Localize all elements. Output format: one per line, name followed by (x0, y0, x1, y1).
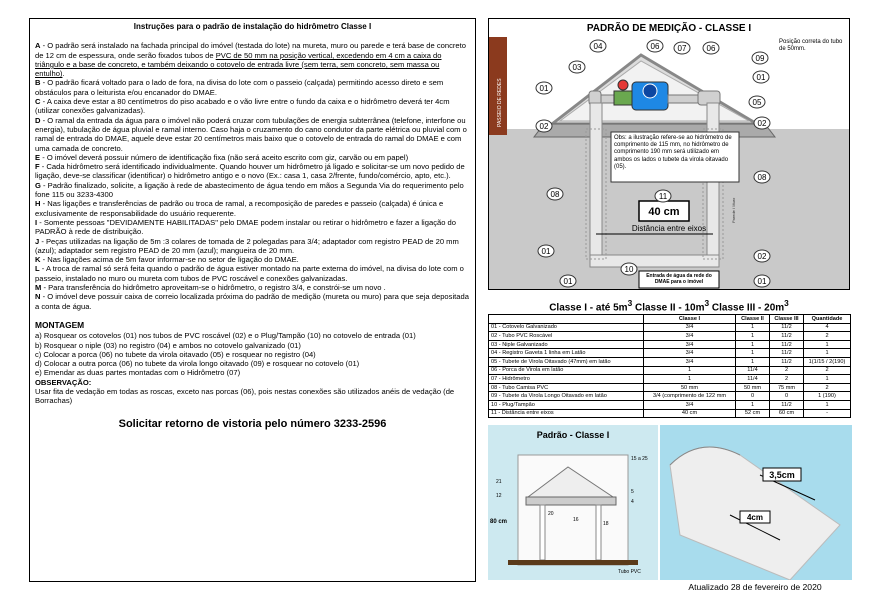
dim-12: 12 (496, 493, 502, 499)
svg-text:07: 07 (677, 44, 687, 53)
instruction-item: F - Cada hidrômetro será identificado individualmente. Quando houver um hidrômetro já ligado e solicitar-se um novo pedido de ligação, deve-se classificar (identificar) o hidrômetro antigo e o novo (Ex.: casa 1, casa 2/frente, fundo/comércio, apto, etc.). (35, 162, 465, 181)
table-header-row (489, 315, 851, 324)
inspection-phone-callout: Solicitar retorno de vistoria pelo número 3233-2596 (118, 417, 387, 430)
table-cell: 3/4 (comprimento de 122 mm (644, 392, 736, 401)
hidrometro-dial (643, 84, 657, 98)
table-row (489, 349, 851, 358)
dim-80: 80 cm (490, 519, 508, 525)
svg-text:01: 01 (541, 247, 551, 256)
instruction-item: B - O padrão ficará voltado para o lado de fora, na divisa do lote com o passeio (calçada) permitindo acesso direto e sem obstáculos para o leiturista e/ou encanador do DMAE. (35, 78, 444, 97)
label-03 (569, 61, 585, 73)
table-cell: 1(1/15 / 2(190) (804, 357, 851, 366)
svg-text:04: 04 (593, 42, 603, 51)
pattern-svg (488, 425, 658, 580)
table-cell: 1 (644, 366, 736, 375)
instruction-item: C - A caixa deve estar a 80 centímetros do piso acabado e o vão livre entre o fundo da caixa e o hidrômetro deverá ter 4cm (utilizar conexões galvanizadas). (35, 97, 450, 116)
table-row (489, 409, 851, 418)
montagem-step: c) Colocar a porca (06) no tubete da virola oitavado (05) e rosquear no registro (04) (35, 349, 316, 359)
table-row (489, 357, 851, 366)
instruction-item: A - O padrão será instalado na fachada principal do imóvel (testada do lote) na mureta, muro ou parede e terá base de concreto de 12 cm de espessura, onde serão fixados tubos de PVC de 50 mm na posição vertical, excedendo em 4 cm a caixa do triângulo e a base de concreto, e também deixando o cotovelo de entrada livre (sem terra, sem concreto, sem massa ou entulho). (35, 41, 466, 79)
label-10 (621, 263, 637, 275)
montagem-step: a) Rosquear os cotovelos (01) nos tubos de PVC roscável (02) e o Plug/Tampão (10) no cotovelo de entrada (01) (35, 331, 416, 341)
svg-text:06: 06 (706, 44, 716, 53)
observation-title: OBSERVAÇÃO: (35, 377, 92, 387)
table-cell: 60 cm (770, 409, 804, 418)
registro-gaveta (614, 91, 632, 105)
table-cell: 11/2 (770, 400, 804, 409)
label-01c (538, 245, 554, 257)
dim-5: 5 (631, 489, 634, 495)
dim-15: 15 a 25 (631, 456, 648, 462)
instruction-item: M - Para transferência do hidrômetro aproveitam-se o hidrômetro, o registro 3/4, e constrói-se um novo . (35, 283, 386, 293)
table-cell: 0 (736, 392, 770, 401)
table-cell: 1 (736, 349, 770, 358)
table-cell: 1 (190) (804, 392, 851, 401)
dim-35-label: 3,5cm (769, 470, 795, 480)
table-cell: 03 - Niple Galvanizado (489, 340, 644, 349)
table-cell: 1 (736, 400, 770, 409)
table-cell: 1 (736, 323, 770, 332)
table-cell: 3/4 (644, 332, 736, 341)
label-09 (752, 52, 768, 64)
table-cell: 3/4 (644, 349, 736, 358)
table-cell: 2 (770, 375, 804, 384)
dim-4-label: 4cm (746, 513, 764, 522)
passeio-label: PASSEIO DE REDES (497, 78, 503, 127)
pattern-base (526, 497, 616, 505)
montagem-step: d) Colocar a outra porca (06) no tubete da virola longo oitavado (09) e rosquear no cotovelo (01) (35, 359, 360, 369)
table-header-cell (489, 315, 644, 324)
instruction-item: G - Padrão finalizado, solicite, a ligação à rede de abastecimento de água tendo em mãos a Segunda Via do requerimento pelo fone 115 ou 3233-4300 (35, 180, 464, 200)
measure-value: 40 cm (648, 206, 680, 218)
dim-21: 21 (496, 479, 502, 485)
table-cell: 1 (736, 357, 770, 366)
table-cell: 52 cm (736, 409, 770, 418)
table-header-cell: Classe I (644, 315, 736, 324)
pattern-pipe-left (540, 505, 545, 560)
table-cell: 11/4 (736, 366, 770, 375)
tubo-label: Tubo PVC (618, 569, 641, 575)
tubo-position-note: Posição correta do tubo de 50mm. (779, 39, 843, 52)
ground-line (508, 560, 638, 565)
label-02a (536, 120, 552, 132)
table-cell: 07 - Hidrômetro (489, 375, 644, 384)
instruction-item: I - Somente pessoas "DEVIDAMENTE HABILITADAS" pelo DMAE podem instalar ou retirar o hidrômetro e fazer a ligação do PADRÃO à rede de distribuição. (35, 217, 456, 237)
label-01b (753, 71, 769, 83)
svg-text:02: 02 (757, 252, 767, 261)
pipe-bottom (590, 255, 719, 267)
table-cell: 1 (804, 349, 851, 358)
table-cell: 3/4 (644, 340, 736, 349)
label-05 (749, 96, 765, 108)
table-header-cell: Classe III (770, 315, 804, 324)
table-heading: Classe I - até $5m^3$ Classe II - $10m^3$ Classe III - $20m^3$ (549, 298, 789, 314)
instruction-item: E - O imóvel deverá possuir número de identificação fixa (não será aceito escrito com giz, carvão ou em papel) (35, 152, 409, 162)
installation-diagram (488, 18, 850, 290)
table-cell: 75 mm (770, 383, 804, 392)
table-cell: 40 cm (644, 409, 736, 418)
materials-table (488, 314, 851, 418)
montagem-step: b) Rosquear o niple (03) no registro (04) e ambos no cotovelo galvanizado (01) (35, 340, 301, 350)
table-cell: 2 (804, 366, 851, 375)
table-row (489, 332, 851, 341)
table-cell: 50 mm (644, 383, 736, 392)
distance-label: Distância entre eixos (631, 224, 707, 233)
table-cell: 11/2 (770, 357, 804, 366)
label-08a (547, 188, 563, 200)
label-01a (536, 82, 552, 94)
instruction-item: J - Peças utilizadas na ligação de 5m :3 colares de tomada de 2 polegadas para 3/4; adaptador com registro PEAD de 20 mm (azul); adaptador sem registro PEAD de 20 mm (azul); mangueira de 20 mm. (35, 236, 459, 255)
wall-label: Parede / Muro (731, 197, 736, 223)
pipe-virola (668, 95, 698, 103)
table-row (489, 392, 851, 401)
svg-text:08: 08 (757, 173, 767, 182)
table-cell: 3/4 (644, 400, 736, 409)
svg-text:02: 02 (539, 122, 549, 131)
label-08b (754, 171, 770, 183)
instructions-list (35, 41, 470, 311)
table-cell: - (804, 409, 851, 418)
table-cell: 11/2 (770, 340, 804, 349)
instruction-item: H - Nas ligações e transferências de padrão ou troca de ramal, a recomposição de paredes e passeio (calçada) é única e exclusivamente de responsabilidade do usuário requerente. (35, 199, 444, 218)
dim-20: 20 (548, 511, 554, 517)
svg-text:02: 02 (757, 119, 767, 128)
montagem-title: MONTAGEM (35, 319, 85, 330)
table-cell: 1 (736, 340, 770, 349)
table-row (489, 340, 851, 349)
table-cell: 01 - Cotovelo Galvanizado (489, 323, 644, 332)
table-cell: 2 (770, 366, 804, 375)
svg-text:06: 06 (650, 42, 660, 51)
table-cell: 0 (770, 392, 804, 401)
diagram-title: PADRÃO DE MEDIÇÃO - CLASSE I (586, 23, 752, 34)
table-header-cell: Quantidade (804, 315, 851, 324)
label-02c (754, 250, 770, 262)
table-cell: 11 - Distância entre eixos (489, 409, 644, 418)
table-cell: 2 (804, 383, 851, 392)
svg-text:01: 01 (563, 277, 573, 286)
label-06a (647, 40, 663, 52)
table-cell: 3/4 (644, 357, 736, 366)
dim-4: 4 (631, 499, 634, 505)
label-04 (590, 40, 606, 52)
dim-16: 16 (573, 517, 579, 523)
table-cell: 02 - Tubo PVC Roscável (489, 332, 644, 341)
table-row (489, 375, 851, 384)
svg-text:01: 01 (539, 84, 549, 93)
svg-text:08: 08 (550, 190, 560, 199)
label-01d (560, 275, 576, 287)
registro-handle (618, 80, 628, 90)
table-cell: 11/2 (770, 349, 804, 358)
label-01e (754, 275, 770, 287)
table-cell: 2 (804, 332, 851, 341)
table-header-cell: Classe II (736, 315, 770, 324)
table-cell: 1 (644, 375, 736, 384)
svg-text:10: 10 (624, 265, 634, 274)
label-07 (674, 42, 690, 54)
table-cell: 11/2 (770, 323, 804, 332)
table-row (489, 400, 851, 409)
table-cell: 1 (804, 375, 851, 384)
svg-text:11: 11 (658, 192, 668, 201)
pattern-pipe-right (596, 505, 601, 560)
pipe-detail-drawing (660, 425, 852, 580)
instructions-title: Instruções para o padrão de instalação do hidrômetro Classe I (133, 22, 372, 31)
table-cell: 09 - Tubete da Virola Longo Oitavado em latão (489, 392, 644, 401)
montagem-step: e) Emendar as duas partes montadas com o Hidrômetro (07) (35, 368, 241, 378)
pipe-detail-svg (660, 425, 852, 580)
instruction-item: N - O imóvel deve possuir caixa de correio localizada próxima do padrão de medição (mureta ou muro) para que seja depositada a conta de água. (35, 292, 469, 311)
updated-date: Atualizado 28 de fevereiro de 2020 (688, 582, 822, 592)
table-cell: 10 - Plug/Tampão (489, 400, 644, 409)
table-cell: 4 (804, 323, 851, 332)
class-one-pattern-drawing (488, 425, 658, 580)
svg-text:03: 03 (572, 63, 582, 72)
table-cell: 04 - Registro Gaveta 1 linha em Latão (489, 349, 644, 358)
svg-text:01: 01 (756, 73, 766, 82)
table-cell: 3/4 (644, 323, 736, 332)
observation-text: Usar fita de vedação em todas as roscas, exceto nas porcas (06), pois nestas conexões são utilizados anéis de vedação (de Borrachas) (35, 386, 455, 406)
instruction-item: K - Nas ligações acima de 5m favor informar-se no setor de ligação do DMAE. (35, 255, 299, 265)
montagem-list (35, 331, 470, 377)
table-cell: 11/2 (770, 332, 804, 341)
table-cell: 1 (804, 340, 851, 349)
instructions-panel (29, 18, 476, 582)
table-row (489, 366, 851, 375)
svg-text:01: 01 (757, 277, 767, 286)
table-cell: 11/4 (736, 375, 770, 384)
table-cell: 06 - Porca de Virola em latão (489, 366, 644, 375)
instruction-item: L - A troca de ramal só será feita quando o padrão de água estiver montado na parte externa do imóvel, na divisa do lote com o passeio, instalado no muro ou mureta com tubos de PVC roscável e conexões galvanizadas. (35, 264, 464, 283)
instruction-item: D - O ramal da entrada da água para o imóvel não poderá cruzar com tubulações de energia subterrânea (telefone, interfone ou energia), tubulação de água pluvial e ramal interno. Caso haja o cruzamento do cano condutor da parte elétrica ou pluvial com o ramal de entrada do DMAE, aquele deve estar 20 centímetros mais baixo que o cotovelo de entrada do ramal do DMAE e com uma camada de concreto. (35, 115, 467, 153)
pipe-left-vertical (590, 103, 602, 267)
table-cell: 05 - Tubete de Virola Oitavado (47mm) em latão (489, 357, 644, 366)
materials-table-wrapper (488, 298, 850, 418)
table-row (489, 383, 851, 392)
label-06b (703, 42, 719, 54)
label-11 (655, 190, 671, 202)
label-02b (754, 117, 770, 129)
table-row (489, 323, 851, 332)
pipe-right-vertical (707, 103, 719, 267)
table-cell: 08 - Tubo Camisa PVC (489, 383, 644, 392)
table-cell: 50 mm (736, 383, 770, 392)
table-cell: 1 (804, 400, 851, 409)
svg-text:05: 05 (752, 98, 762, 107)
pattern-title: Padrão - Classe I (536, 430, 610, 440)
svg-text:09: 09 (755, 54, 765, 63)
entrada-note: Entrada de água da rede do DMAE para o imóvel (646, 273, 712, 285)
obs-note: Obs: a ilustração refere-se ao hidrômetro de comprimento de 115 mm, no hidrômetro de comprimento 190 mm será utilizado em ambos os lados o tubete da virola oitavado (05). (614, 135, 732, 170)
dim-18: 18 (603, 521, 609, 527)
table-cell: 1 (736, 332, 770, 341)
